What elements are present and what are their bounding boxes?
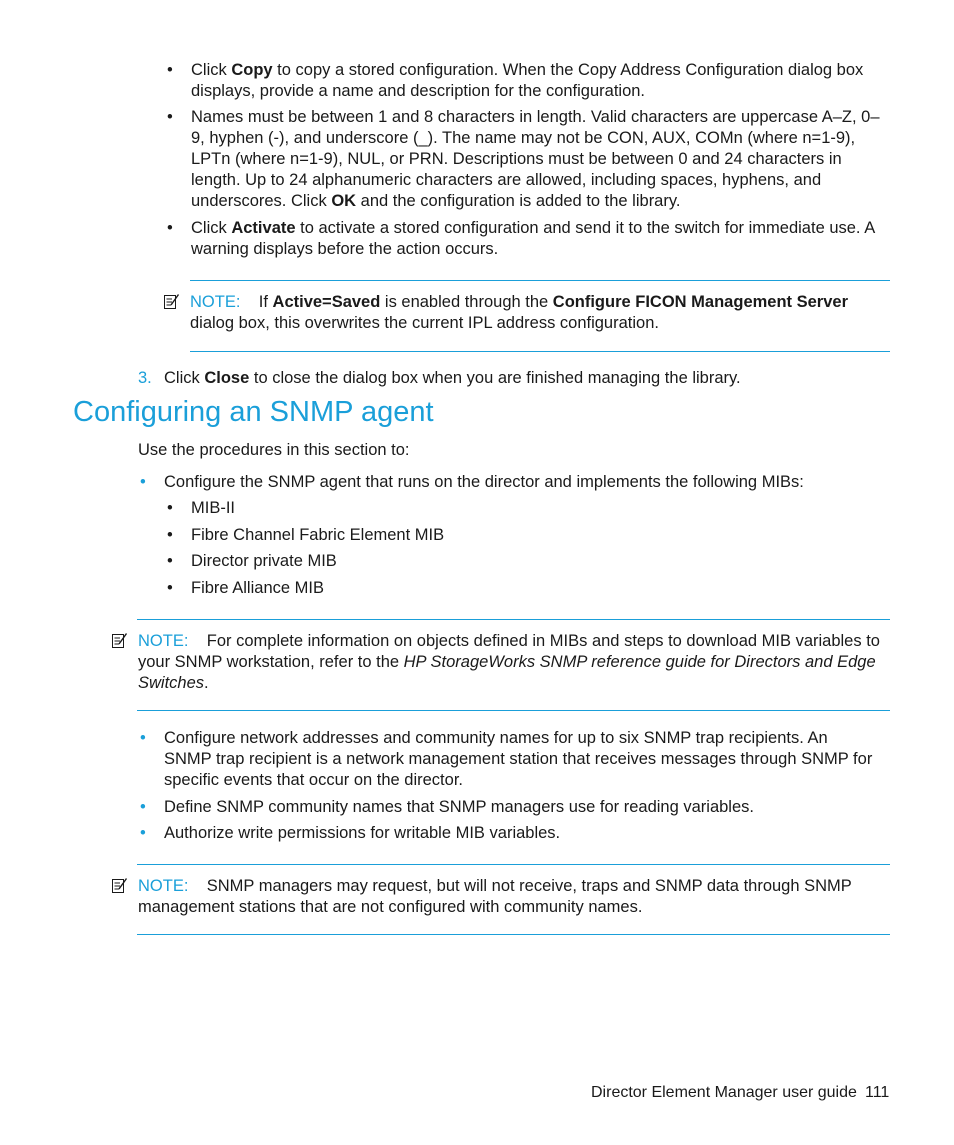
- bullet-trap-recipients: Configure network addresses and community names for up to six SNMP trap recipients. An SNMP trap recipient is a network management station that receives messages through SNMP for specific events that occur on the director.: [164, 729, 873, 789]
- reference-guide-title: HP StorageWorks SNMP reference guide for Directors and Edge Switches: [138, 653, 876, 692]
- intro-text: Use the procedures in this section to:: [138, 441, 410, 459]
- mib-item: Director private MIB: [191, 552, 337, 570]
- note-top-rule: [137, 864, 890, 865]
- note-label: NOTE:: [138, 632, 189, 650]
- bullet-write-permissions: Authorize write permissions for writable MIB variables.: [164, 824, 561, 842]
- bullet-text: and the configuration is added to the library.: [356, 192, 681, 210]
- note-text: is enabled through the: [380, 293, 553, 311]
- bullet-marker: •: [140, 798, 146, 816]
- mib-item: Fibre Channel Fabric Element MIB: [191, 526, 445, 544]
- note-icon: [111, 877, 128, 894]
- bullet-marker: •: [140, 824, 146, 842]
- ok-command: OK: [331, 192, 357, 210]
- bullet-marker: •: [167, 552, 173, 570]
- step-text: [164, 368, 891, 389]
- mib-item: Fibre Alliance MIB: [191, 579, 324, 597]
- note-text-block: [138, 876, 883, 918]
- bullet-text: to copy a stored configuration. When the Copy Address Configuration dialog box displays, provide a name and description for the configuration.: [191, 61, 864, 100]
- note-text: SNMP managers may request, but will not receive, traps and SNMP data through SNMP management stations that are not configured with community names.: [138, 877, 852, 916]
- bullet-configure: Configure the SNMP agent that runs on the director and implements the following MIBs:: [164, 473, 804, 491]
- note-text: .: [204, 674, 209, 692]
- mib-item: MIB-II: [191, 499, 235, 517]
- note-text-block: [138, 631, 890, 694]
- note-text: If: [258, 293, 273, 311]
- bullet-text: Names must be between 1 and 8 characters in length. Valid characters are uppercase A–Z, 0–9, hyphen (-), and underscore (_). The name may not be CON, AUX, COMn (where n=1-9), LPTn (where n=1-9), NUL, or PRN. Descriptions must be between 0 and 24 characters in length. Up to 24 alphanumeric characters are allowed, including spaces, hyphens, and underscores. Click: [191, 108, 880, 210]
- footer-title: Director Element Manager user guide: [591, 1084, 857, 1101]
- note-text: dialog box, this overwrites the current IPL address configuration.: [190, 314, 659, 332]
- note-bottom-rule: [137, 934, 890, 935]
- bullet-text: to activate a stored configuration and send it to the switch for immediate use. A warning displays before the action occurs.: [191, 219, 875, 258]
- top-bullet-names: [191, 107, 891, 212]
- note-bottom-rule: [190, 351, 890, 352]
- note-label: NOTE:: [138, 877, 189, 895]
- bullet-marker: •: [167, 61, 173, 79]
- bullet-text: Click: [191, 61, 232, 79]
- page-number: 111: [865, 1084, 890, 1101]
- activate-command: Activate: [231, 219, 296, 237]
- note-label: NOTE:: [190, 293, 241, 311]
- section-heading: Configuring an SNMP agent: [73, 396, 434, 428]
- bullet-text: Click: [191, 219, 232, 237]
- step-text-part: to close the dialog box when you are finished managing the library.: [249, 369, 741, 387]
- bullet-marker: •: [167, 219, 173, 237]
- top-bullet-activate: [191, 218, 891, 260]
- note-bottom-rule: [137, 710, 890, 711]
- active-saved-option: Active=Saved: [272, 293, 381, 311]
- top-bullet-copy: [191, 60, 891, 102]
- note-top-rule: [190, 280, 890, 281]
- bullet-marker: •: [140, 473, 146, 491]
- step-text-part: Click: [164, 369, 205, 387]
- bullet-marker: •: [167, 499, 173, 517]
- note-top-rule: [137, 619, 890, 620]
- bullet-community-names: Define SNMP community names that SNMP managers use for reading variables.: [164, 798, 754, 816]
- step-number: 3.: [138, 369, 152, 387]
- ficon-dialog-name: Configure FICON Management Server: [552, 293, 849, 311]
- note-icon: [111, 632, 128, 649]
- note-text: For complete information on objects defined in MIBs and steps to download MIB variables to your SNMP workstation, refer to the: [138, 632, 880, 671]
- close-command: Close: [204, 369, 250, 387]
- bullet-marker: •: [167, 579, 173, 597]
- bullet-marker: •: [140, 729, 146, 747]
- bullet-marker: •: [167, 526, 173, 544]
- bullet-marker: •: [167, 108, 173, 126]
- copy-command: Copy: [231, 61, 273, 79]
- note-icon: [163, 293, 180, 310]
- note-text-block: [190, 292, 890, 334]
